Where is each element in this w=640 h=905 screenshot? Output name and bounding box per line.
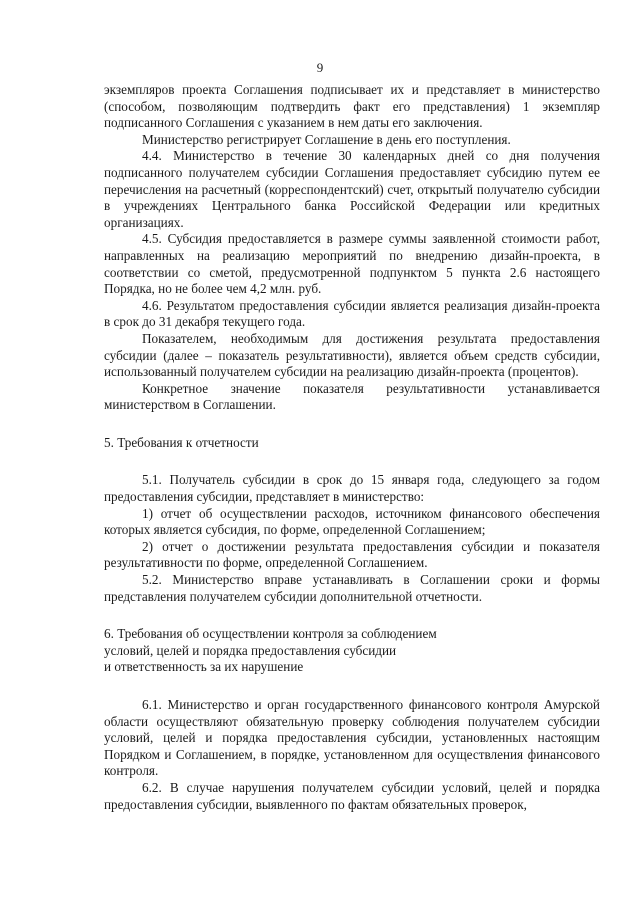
paragraph-4-4: 4.4. Министерство в течение 30 календарных дней со дня получения подписанного получателем субсидии Соглашения предоставляет субсидию путем ее перечисления на расчетный (корреспондентский) счет, открытый получателю субсидии в учреждениях Центрального банка Российской Федерации или кредитных организациях. bbox=[104, 148, 600, 230]
paragraph-5-2: 5.2. Министерство вправе устанавливать в Соглашении сроки и формы представления получателем субсидии дополнительной отчетности. bbox=[104, 572, 600, 604]
paragraph: Министерство регистрирует Соглашение в день его поступления. bbox=[142, 131, 511, 147]
document-body bbox=[104, 82, 600, 813]
paragraph-6-2: 6.2. В случае нарушения получателем субсидии условий, целей и порядка предоставления субсидии, выявленного по фактам обязательных проверок, bbox=[104, 779, 600, 812]
list-item: 2) отчет о достижении результата предоставления субсидии и показателя результативности по форме, определенной Соглашением. bbox=[104, 538, 600, 571]
paragraph-4-6: 4.6. Результатом предоставления субсидии является реализация дизайн-проекта в срок до 31 декабря текущего года. bbox=[104, 297, 600, 330]
paragraph-5-1: 5.1. Получатель субсидии в срок до 15 января года, следующего за годом предоставления субсидии, представляет в министерство: bbox=[104, 472, 600, 505]
section-5-heading: 5. Требования к отчетности bbox=[104, 434, 259, 450]
section-6-heading-line: и ответственность за их нарушение bbox=[104, 659, 304, 675]
paragraph-6-1: 6.1. Министерство и орган государственного финансового контроля Амурской области осуществляют обязательную проверку соблюдения получателем субсидии условий, целей и порядка предоставления субсидии, установленных настоящим Порядком и Соглашением, в порядке, установленном для осуществления финансового контроля. bbox=[104, 697, 600, 779]
page-number: 9 bbox=[316, 60, 324, 75]
paragraph: экземпляров проекта Соглашения подписывает их и представляет в министерство (способом, позволяющим подтвердить факт его представления) 1 экземпляр подписанного Соглашения с указанием в нем даты его заключения. bbox=[104, 82, 600, 131]
section-6-heading-line: 6. Требования об осуществлении контроля за соблюдением bbox=[104, 626, 437, 642]
list-item: 1) отчет об осуществлении расходов, источником финансового обеспечения которых является субсидия, по форме, определенной Соглашением; bbox=[104, 505, 600, 538]
paragraph: Показателем, необходимым для достижения результата предоставления субсидии (далее – показатель результативности), является объем средств субсидии, использованный получателем субсидии на реализацию дизайн-проекта (процентов). bbox=[104, 330, 600, 380]
paragraph-4-5: 4.5. Субсидия предоставляется в размере суммы заявленной стоимости работ, направленных на реализацию мероприятий по внедрению дизайн-проекта, в соответствии со сметой, предусмотренной подпунктом 5 пункта 2.6 настоящего Порядка, но не более чем 4,2 млн. руб. bbox=[104, 231, 600, 297]
paragraph: Конкретное значение показателя результативности устанавливается министерством в Соглашении. bbox=[104, 380, 600, 413]
section-6-heading-line: условий, целей и порядка предоставления субсидии bbox=[104, 642, 397, 658]
